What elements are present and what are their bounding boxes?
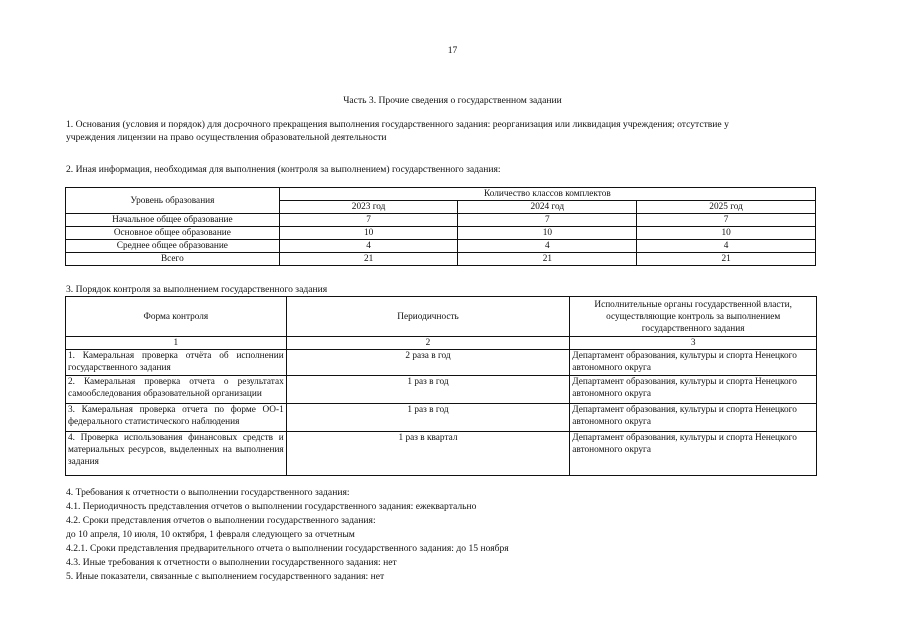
section4-line: до 10 апреля, 10 июля, 10 октября, 1 февраля следующего за отчетным: [66, 529, 355, 540]
col-number: 1: [66, 337, 287, 350]
cell-value: 7: [458, 214, 637, 227]
class-count-table: [65, 187, 816, 266]
part-title: Часть 3. Прочие сведения о государственном задании: [343, 95, 562, 106]
table-row: [66, 227, 816, 240]
row-label: Среднее общее образование: [66, 240, 280, 253]
cell-value: 7: [279, 214, 458, 227]
table-row: [66, 404, 817, 432]
section4-line: 4. Требования к отчетности о выполнении государственного задания:: [66, 487, 350, 498]
section1-line1: 1. Основания (условия и порядок) для досрочного прекращения выполнения государственного задания: реорганизация или ликвидация учреждения; отсутствие у: [66, 119, 729, 130]
col-header-form: Форма контроля: [66, 297, 287, 337]
cell-value: 4: [637, 240, 816, 253]
control-period: 1 раз в год: [286, 376, 570, 404]
col-header-count: Количество классов комплектов: [279, 188, 815, 201]
cell-value: 10: [637, 227, 816, 240]
section3-title: 3. Порядок контроля за выполнением государственного задания: [66, 284, 328, 295]
section4-line: 4.1. Периодичность представления отчетов о выполнении государственного задания: ежеквартально: [66, 501, 477, 512]
cell-value: 4: [279, 240, 458, 253]
col-header-period: Периодичность: [286, 297, 570, 337]
col-header-level: Уровень образования: [66, 188, 280, 214]
col-number: 3: [570, 337, 817, 350]
control-period: 2 раза в год: [286, 350, 570, 376]
section4-line: 4.2.1. Сроки представления предварительного отчета о выполнении государственного задания: до 15 ноября: [66, 543, 509, 554]
section2-title: 2. Иная информация, необходимая для выполнения (контроля за выполнением) государственного задания:: [66, 164, 501, 175]
col-header-authority: Исполнительные органы государственной власти, осуществляющие контроль за выполнением государственного задания: [570, 297, 817, 337]
control-form: 2. Камеральная проверка отчета о результатах самообследования образовательной организации: [66, 376, 287, 404]
table-row: [66, 350, 817, 376]
control-authority: Департамент образования, культуры и спорта Ненецкого автономного округа: [570, 376, 817, 404]
table-row: [66, 376, 817, 404]
table-row: [66, 240, 816, 253]
year-header: 2025 год: [637, 201, 816, 214]
control-form: 1. Камеральная проверка отчёта об исполнении государственного задания: [66, 350, 287, 376]
section5-line: 5. Иные показатели, связанные с выполнением государственного задания: нет: [66, 571, 385, 582]
control-period: 1 раз в год: [286, 404, 570, 432]
cell-value: 7: [637, 214, 816, 227]
cell-value: 10: [458, 227, 637, 240]
control-form: 4. Проверка использования финансовых средств и материальных ресурсов, выделенных на выполнения задания: [66, 432, 287, 476]
year-header: 2024 год: [458, 201, 637, 214]
table-row: [66, 253, 816, 266]
cell-value: 21: [458, 253, 637, 266]
row-label: Начальное общее образование: [66, 214, 280, 227]
cell-value: 21: [637, 253, 816, 266]
control-authority: Департамент образования, культуры и спорта Ненецкого автономного округа: [570, 432, 817, 476]
section1-line2: учреждения лицензии на право осуществления образовательной деятельности: [66, 132, 387, 143]
cell-value: 21: [279, 253, 458, 266]
table-row: [66, 214, 816, 227]
row-label: Всего: [66, 253, 280, 266]
page-number: 17: [447, 45, 458, 56]
year-header: 2023 год: [279, 201, 458, 214]
control-period: 1 раз в квартал: [286, 432, 570, 476]
control-authority: Департамент образования, культуры и спорта Ненецкого автономного округа: [570, 350, 817, 376]
col-number: 2: [286, 337, 570, 350]
row-label: Основное общее образование: [66, 227, 280, 240]
control-procedure-table: [65, 296, 817, 476]
table-row: [66, 432, 817, 476]
control-form: 3. Камеральная проверка отчета по форме ОО-1 федерального статистического наблюдения: [66, 404, 287, 432]
control-authority: Департамент образования, культуры и спорта Ненецкого автономного округа: [570, 404, 817, 432]
section4-line: 4.3. Иные требования к отчетности о выполнении государственного задания: нет: [66, 557, 397, 568]
cell-value: 10: [279, 227, 458, 240]
cell-value: 4: [458, 240, 637, 253]
section4-line: 4.2. Сроки представления отчетов о выполнении государственного задания:: [66, 515, 376, 526]
